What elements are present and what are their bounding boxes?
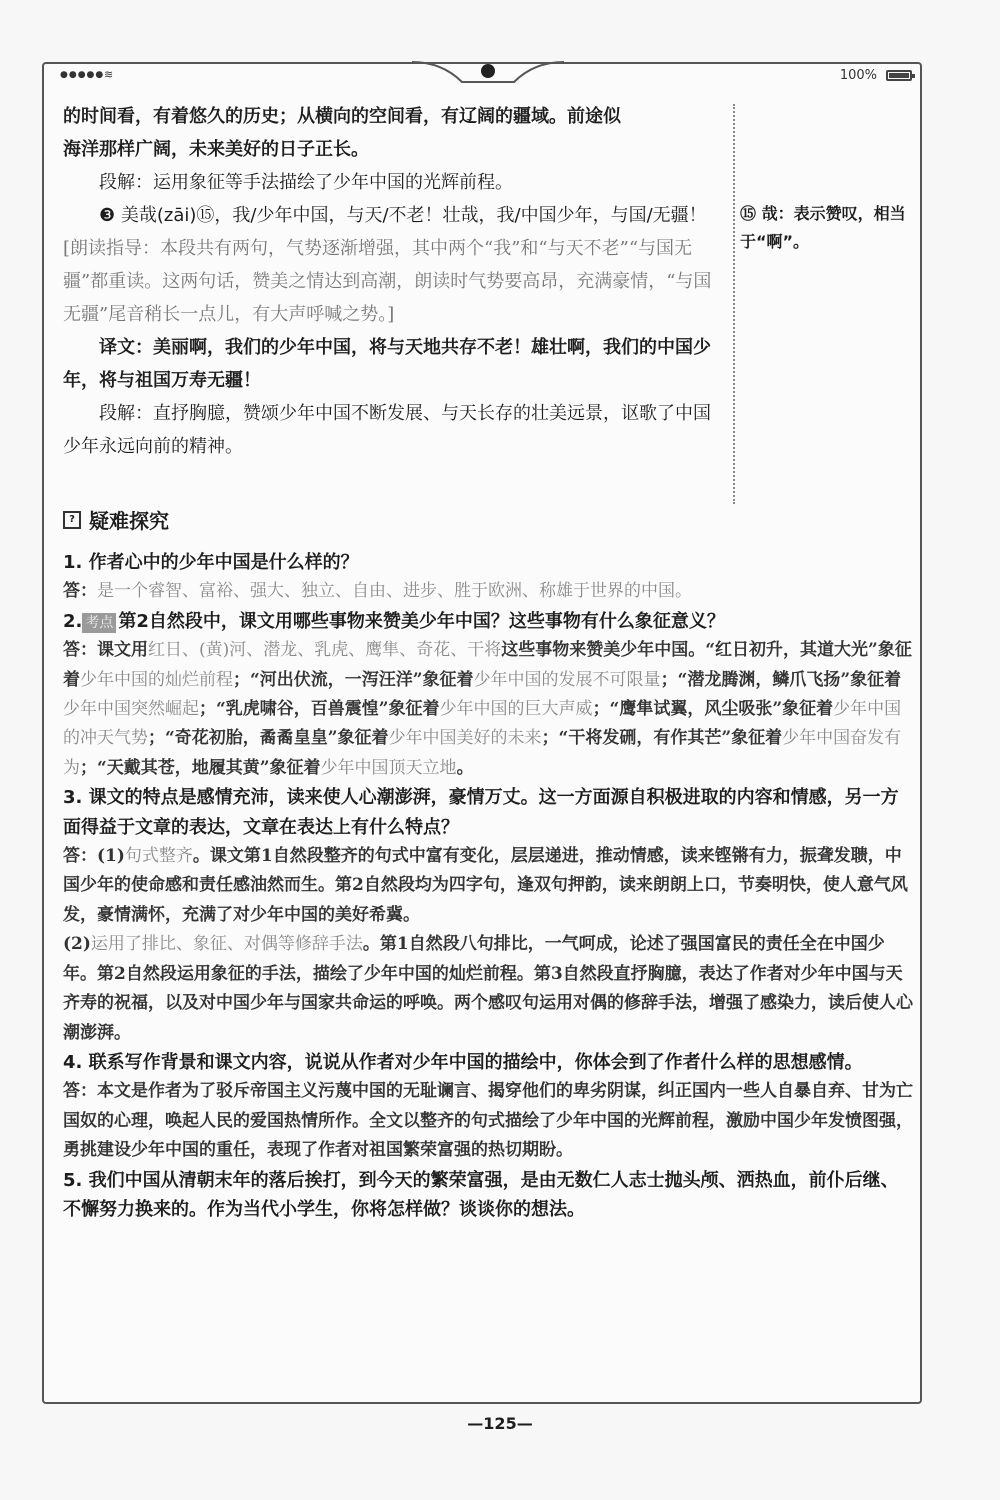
answer-highlight: 句式整齐 <box>124 846 193 867</box>
side-note <box>740 100 920 256</box>
answer-highlight: 少年中国奋发有为 <box>63 728 902 778</box>
reading-column <box>63 100 723 463</box>
answer-highlight: 少年中国顶天立地 <box>320 757 457 778</box>
answer-highlight: 红日、(黄)河、潜龙、乳虎、鹰隼、奇花、干将 <box>148 640 502 661</box>
answer-text: ；“潜龙腾渊，鳞爪飞扬”象征着 <box>660 669 902 690</box>
section-heading <box>63 505 169 534</box>
question-4: 4. 联系写作背景和课文内容，说说从作者对少年中国的描绘中，你体会到了作者什么样的思想感情。 <box>63 1051 863 1073</box>
answer-text: ；“干将发硎，有作其芒”象征着 <box>541 728 783 749</box>
question-3: 3. 课文的特点是感情充沛，读来使人心潮澎湃，豪情万丈。这一方面源自积极进取的内容和情感，另一方面得益于文章的表达，文章在表达上有什么特点？ <box>63 787 899 838</box>
answer-label: 答：(1) <box>63 846 125 867</box>
paragraph-3 <box>63 199 723 331</box>
answer-highlight: 运用了排比、象征、对偶等修辞手法 <box>90 934 363 955</box>
answer-highlight: 是一个睿智、富裕、强大、独立、自由、进步、胜于欧洲、称雄于世界的中国。 <box>97 581 692 602</box>
wifi-icon: ≋ <box>104 68 114 81</box>
signal-icon: ●●●●● <box>60 70 105 80</box>
answer-highlight: 少年中国的冲天气势 <box>63 699 902 749</box>
translation: 译文：美丽啊，我们的少年中国，将与天地共存不老！雄壮啊，我们的中国少年，将与祖国万寿无疆！ <box>63 337 711 391</box>
answer-text: ；“天戴其苍，地履其黄”象征着 <box>80 757 321 778</box>
answer-highlight: 少年中国美好的未来 <box>388 728 542 749</box>
question-2 <box>63 607 913 636</box>
question-icon: ? <box>63 511 81 529</box>
answer-3-part-2 <box>63 930 913 1048</box>
status-bar <box>42 62 922 92</box>
qa-section <box>63 548 913 1224</box>
answer-text: ；“鹰隼试翼，风尘吸张”象征着 <box>592 699 834 720</box>
answer-label: 答： <box>63 581 97 602</box>
footnote: ⑮ 哉：表示赞叹，相当于“啊”。 <box>740 204 906 251</box>
battery-level: 100% <box>839 68 877 83</box>
camera-icon <box>481 64 495 78</box>
answer-2 <box>63 636 913 783</box>
key-point-badge: 考点 <box>82 613 116 633</box>
column-divider <box>733 104 735 504</box>
question-text: 第2自然段中，课文用哪些事物来赞美少年中国？这些事物有什么象征意义？ <box>118 610 725 632</box>
answer-text: ；“奇花初胎，矞矞皇皇”象征着 <box>148 728 389 749</box>
question-number: 2. <box>63 610 83 632</box>
reading-guide: [朗读指导：本段共有两句，气势逐渐增强，其中两个“我”和“与天不老”“与国无疆”都重读。这两句话，赞美之情达到高潮，朗读时气势要高昂，充满豪情，“与国无疆”尾音稍长一点儿，有大声呼喊之势。] <box>63 238 712 325</box>
question-5: 5. 我们中国从清朝末年的落后挨打，到今天的繁荣富强，是由无数仁人志士抛头颅、洒热血，前仆后继、不懈努力换来的。作为当代小学生，你将怎样做？谈谈你的想法。 <box>63 1169 899 1220</box>
answer-text: 这些事物来赞美少年中国。“红日初升，其道大光”象征着 <box>63 640 912 690</box>
answer-4: 答：本文是作者为了驳斥帝国主义污蔑中国的无耻谰言、揭穿他们的卑劣阴谋，纠正国内一些人自暴自弃、甘为亡国奴的心理，唤起人民的爱国热情所作。全文以整齐的句式描绘了少年中国的光辉前程，激励中国少年发愤图强，勇挑建设少年中国的重任，表现了作者对祖国繁荣富强的热切期盼。 <box>63 1081 913 1161</box>
answer-highlight: 少年中国突然崛起 <box>63 699 199 720</box>
answer-text: 。课文第1自然段整齐的句式中富有变化，层层递进，推动情感，读来铿锵有力，振聋发聩，中国少年的使命感和责任感油然而生。第2自然段均为四字句，逢双句押韵，读来朗朗上口，节奏明快，使人意气风发，豪情满怀，充满了对少年中国的美好希冀。 <box>63 846 908 925</box>
answer-text: 。 <box>456 757 474 778</box>
section-title: 疑难探究 <box>89 509 169 533</box>
page-number: —125— <box>467 1414 533 1433</box>
paragraph-analysis: 段解：直抒胸臆，赞颂少年中国不断发展、与天长存的壮美远景，讴歌了中国少年永远向前的精神。 <box>63 403 711 457</box>
answer-highlight: 少年中国的发展不可限量 <box>473 669 661 690</box>
answer-3-part-1 <box>63 842 913 930</box>
paragraph-3-text: ❸ 美哉(zāi)⑮，我/少年中国，与天/不老！壮哉，我/中国少年，与国/无疆！ <box>99 205 707 226</box>
answer-text: 。第1自然段八句排比，一气呵成，论述了强国富民的责任全在中国少年。第2自然段运用象征的手法，描绘了少年中国的灿烂前程。第3自然段直抒胸臆，表达了作者对少年中国与天齐寿的祝福，以及对中国少年与国家共命运的呼唤。两个感叹句运用对偶的修辞手法，增强了感染力，读后使人心潮澎湃。 <box>63 934 913 1043</box>
answer-highlight: 少年中国的巨大声威 <box>439 699 593 720</box>
answer-label: (2) <box>63 934 91 955</box>
text-line: 的时间看，有着悠久的历史；从横向的空间看，有辽阔的疆域。前途似 <box>63 106 621 127</box>
paragraph-analysis: 段解：运用象征等手法描绘了少年中国的光辉前程。 <box>99 172 513 193</box>
answer-text: ；“乳虎啸谷，百兽震惶”象征着 <box>199 699 440 720</box>
text-line: 海洋那样广阔，未来美好的日子正长。 <box>63 139 369 160</box>
answer-text: 答：课文用 <box>63 640 148 661</box>
answer-text: ；“河出伏流，一泻汪洋”象征着 <box>233 669 474 690</box>
battery-icon <box>886 70 912 81</box>
answer-highlight: 少年中国的灿烂前程 <box>80 669 233 690</box>
question-1: 1. 作者心中的少年中国是什么样的？ <box>63 552 359 573</box>
answer-1 <box>63 577 913 606</box>
